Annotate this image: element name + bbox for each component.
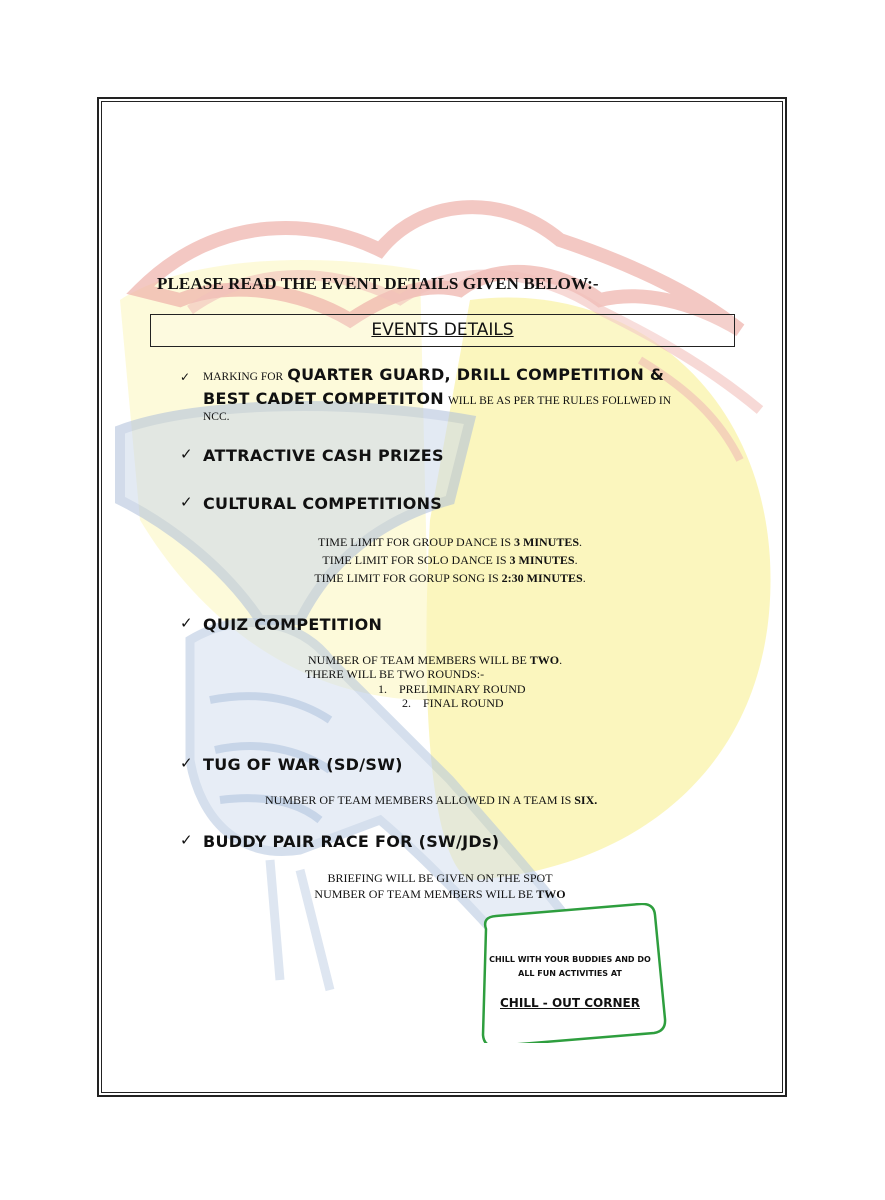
chill-out-callout	[472, 903, 668, 1043]
check-icon: ✓	[180, 614, 193, 632]
page-border-inner	[101, 101, 783, 1093]
tug-of-war-line: NUMBER OF TEAM MEMBERS ALLOWED IN A TEAM IS SIX.	[265, 793, 598, 807]
chill-line-1: CHILL WITH YOUR BUDDIES AND DO	[489, 955, 651, 964]
quiz-heading: QUIZ COMPETITION	[203, 615, 383, 634]
cultural-details	[240, 533, 660, 587]
check-icon: ✓	[180, 831, 193, 849]
quiz-round-1: 1. PRELIMINARY ROUND	[378, 682, 526, 696]
cultural-heading: CULTURAL COMPETITIONS	[203, 494, 443, 513]
chill-line-2: ALL FUN ACTIVITIES AT	[518, 969, 622, 978]
notice-heading: PLEASE READ THE EVENT DETAILS GIVEN BELOW:-	[157, 274, 599, 293]
marking-highlight-1: QUARTER GUARD, DRILL COMPETITION &	[287, 365, 665, 384]
marking-highlight-2: BEST CADET COMPETITON	[203, 389, 444, 408]
marking-prefix: MARKING FOR	[203, 371, 284, 383]
events-details-box	[150, 314, 735, 347]
events-details-title: EVENTS DETAILS	[371, 320, 514, 340]
check-icon: ✓	[180, 754, 193, 772]
buddy-race-heading: BUDDY PAIR RACE FOR (SW/JDs)	[203, 832, 500, 851]
marking-suffix: WILL BE AS PER THE RULES FOLLWED IN	[447, 395, 672, 407]
cultural-line-solo-dance: TIME LIMIT FOR SOLO DANCE IS 3 MINUTES.	[322, 553, 578, 567]
check-icon: ✓	[180, 493, 193, 511]
marking-item	[203, 364, 723, 412]
marking-suffix-2: NCC.	[203, 411, 230, 423]
buddy-members-line: NUMBER OF TEAM MEMBERS WILL BE TWO	[314, 887, 566, 901]
check-icon: ✓	[180, 370, 191, 384]
quiz-members-line: NUMBER OF TEAM MEMBERS WILL BE TWO.	[308, 653, 563, 667]
buddy-race-details	[290, 870, 590, 902]
check-icon: ✓	[180, 445, 193, 463]
cash-prizes-heading: ATTRACTIVE CASH PRIZES	[203, 446, 444, 465]
buddy-briefing-line: BRIEFING WILL BE GIVEN ON THE SPOT	[327, 871, 553, 885]
tug-of-war-heading: TUG OF WAR (SD/SW)	[203, 755, 403, 774]
quiz-round-2: 2. FINAL ROUND	[402, 696, 504, 710]
cultural-line-group-song: TIME LIMIT FOR GORUP SONG IS 2:30 MINUTES.	[314, 571, 586, 585]
quiz-rounds-line: THERE WILL BE TWO ROUNDS:-	[305, 667, 485, 681]
chill-title: CHILL - OUT CORNER	[500, 996, 640, 1010]
cultural-line-group-dance: TIME LIMIT FOR GROUP DANCE IS 3 MINUTES.	[317, 535, 583, 549]
